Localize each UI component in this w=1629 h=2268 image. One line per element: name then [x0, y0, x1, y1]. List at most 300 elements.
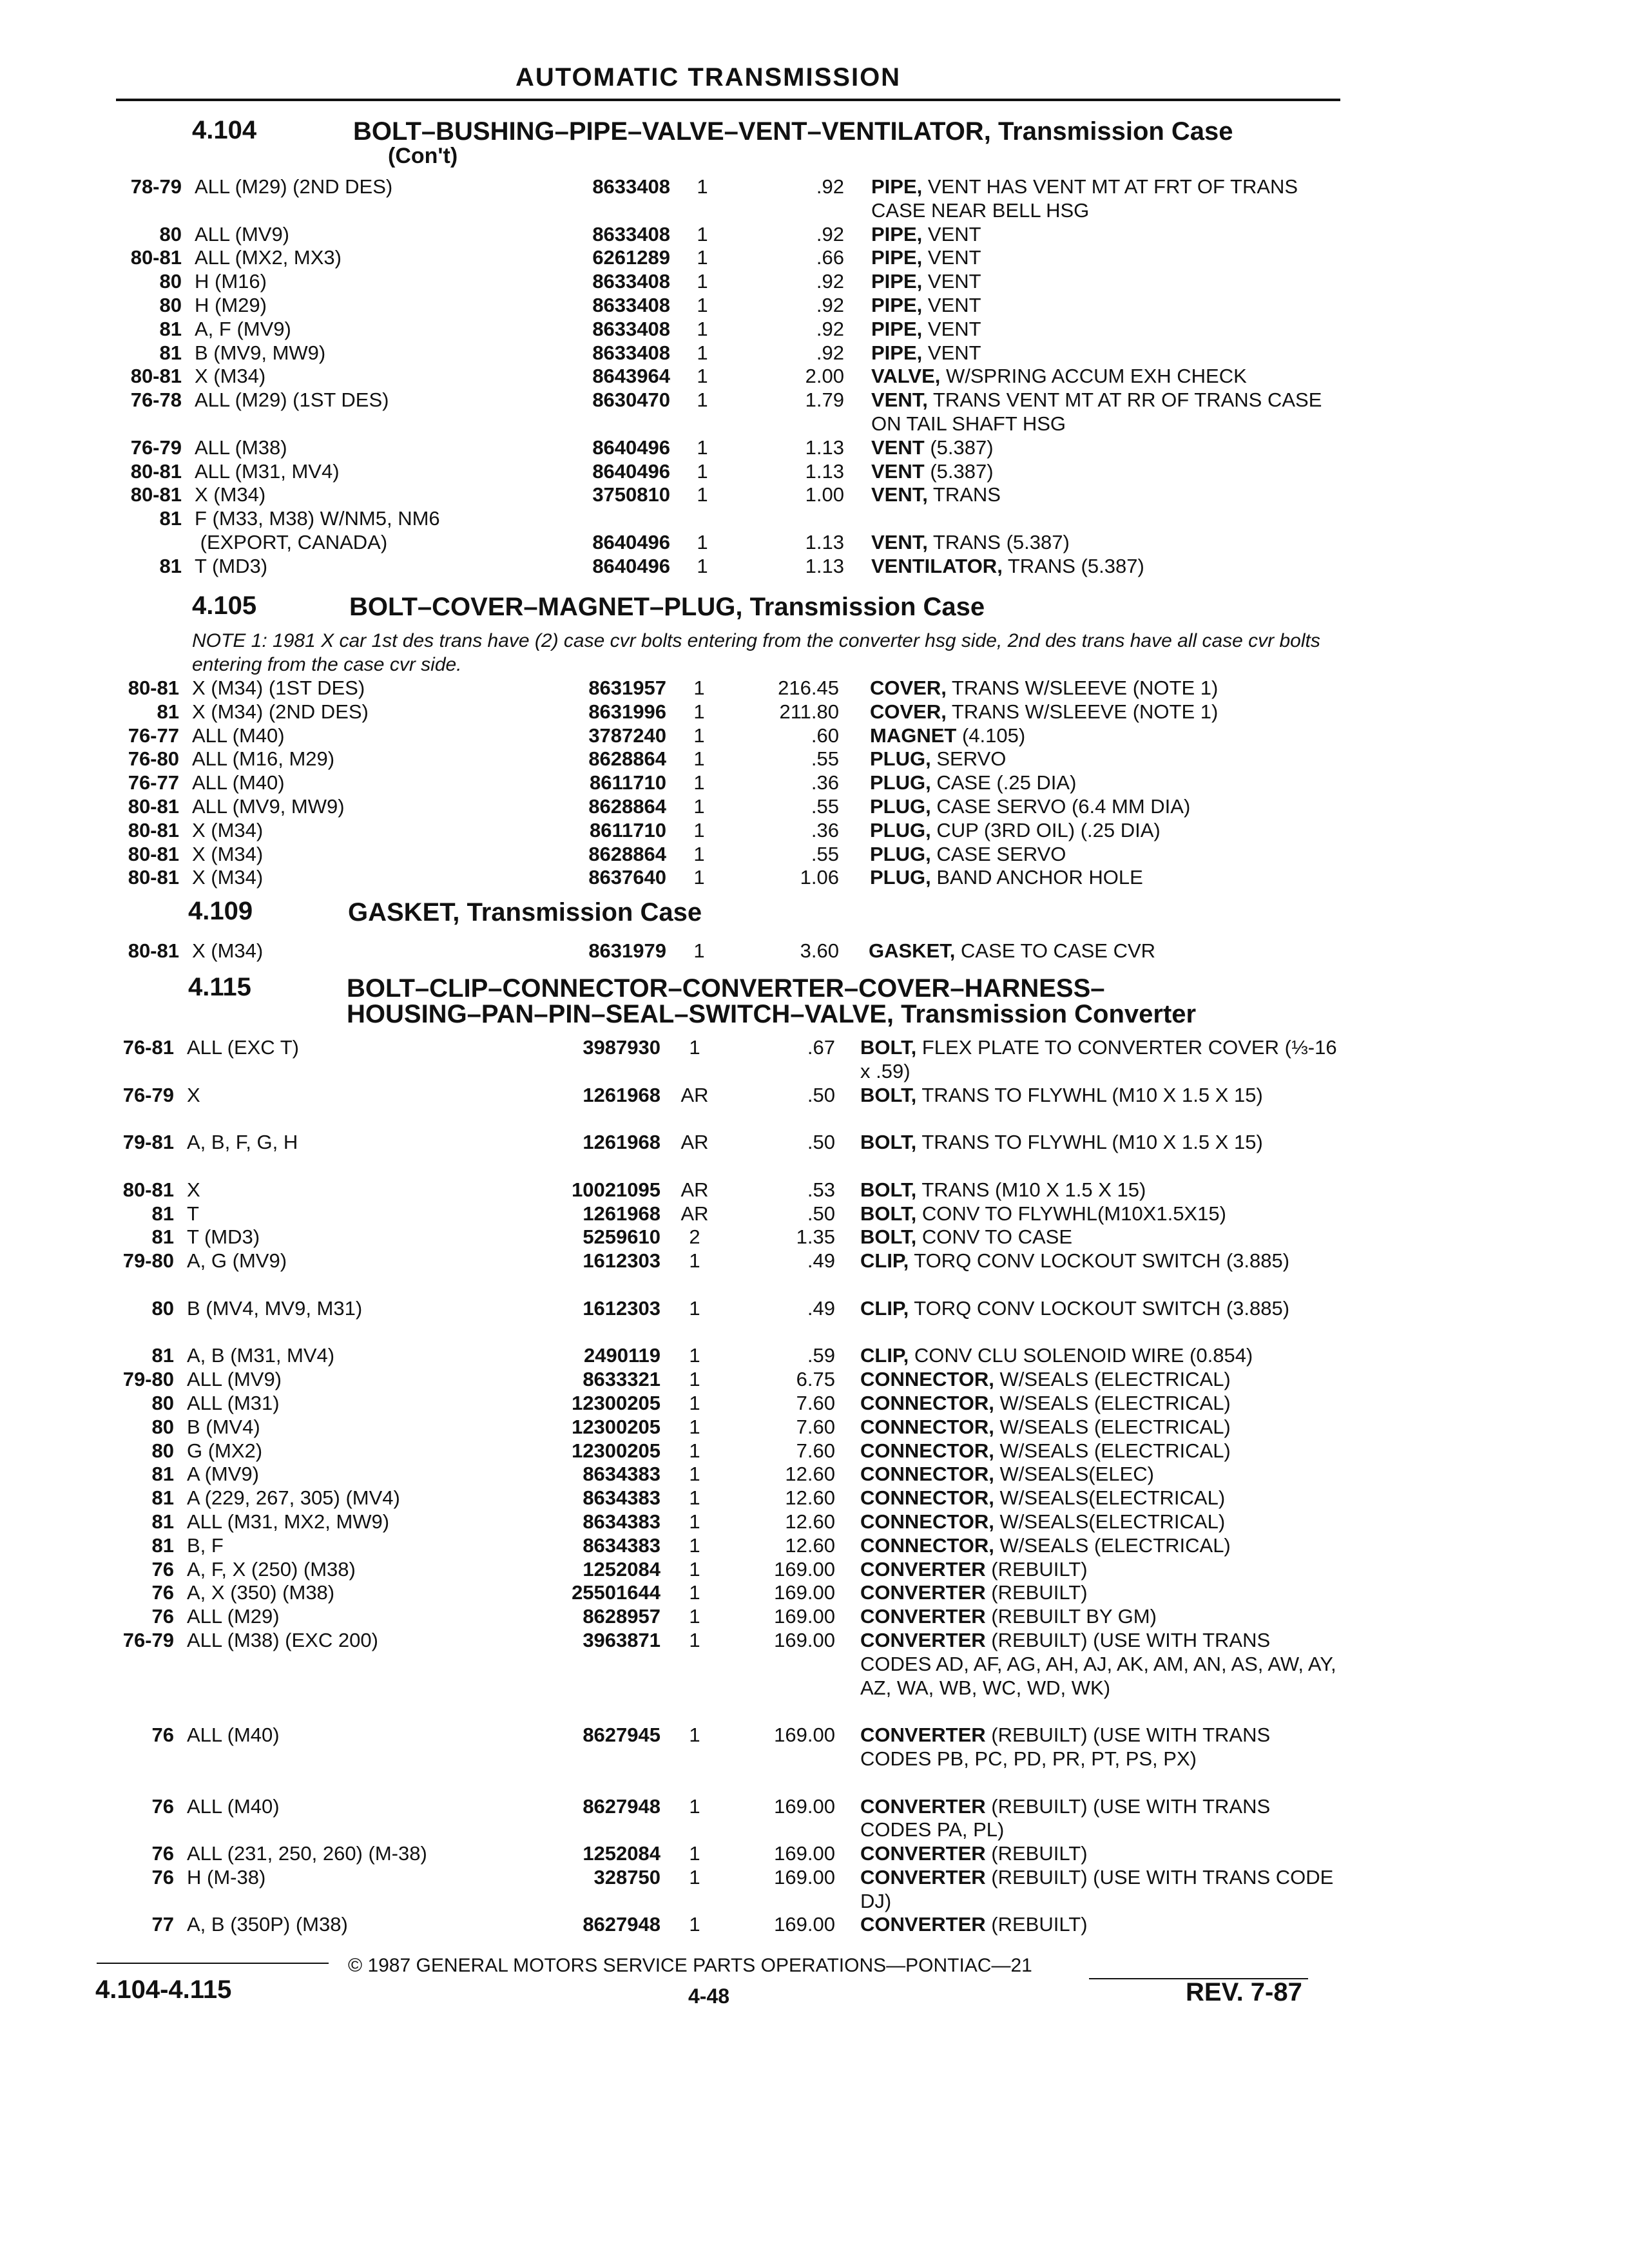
part-detail: W/SEALS(ELEC) [999, 1463, 1154, 1486]
price: 3.60 [800, 939, 839, 962]
part-detail: VENT [927, 293, 981, 316]
section-title: BOLT–CLIP–CONNECTOR–CONVERTER–COVER–HARNESS– [347, 974, 1105, 1003]
model-application: X (M34) [195, 365, 266, 388]
quantity: 1 [693, 842, 705, 865]
part-name: PIPE, [871, 270, 923, 293]
model-application: ALL (M31) [187, 1391, 280, 1414]
table-row [0, 460, 1629, 484]
part-number: 8631979 [588, 939, 666, 962]
part-number: 8633321 [583, 1368, 660, 1391]
model-application: A, B, F, G, H [187, 1131, 298, 1154]
quantity: 1 [689, 1415, 700, 1438]
quantity: 1 [689, 1557, 700, 1581]
part-number: 8630470 [592, 389, 670, 412]
part-description [871, 483, 1342, 507]
part-number: 1261968 [583, 1083, 660, 1106]
table-row [0, 1510, 1629, 1534]
model-application: A (MV9) [187, 1463, 259, 1486]
model-application: ALL (M31, MX2, MW9) [187, 1510, 390, 1533]
table-row [0, 436, 1629, 460]
part-name: CLIP, [860, 1296, 909, 1320]
year-range: 80-81 [130, 459, 182, 483]
table-row [0, 1463, 1629, 1486]
price: .92 [816, 341, 844, 364]
part-detail: (REBUILT) [991, 1913, 1088, 1936]
price: 211.80 [779, 700, 839, 723]
part-detail: TRANS TO FLYWHL (M10 X 1.5 X 15) [921, 1131, 1263, 1154]
part-detail: (REBUILT) [991, 1842, 1088, 1865]
year-range: 79-80 [122, 1368, 174, 1391]
price: 12.60 [785, 1533, 835, 1557]
part-description [860, 1842, 1340, 1866]
model-application: A (229, 267, 305) (MV4) [187, 1486, 400, 1510]
quantity: 1 [689, 1296, 700, 1320]
quantity: 1 [689, 1510, 700, 1533]
price: 1.13 [805, 554, 844, 577]
section-title-parts: BOLT–COVER–MAGNET–PLUG, [349, 593, 743, 621]
model-application: A, B (350P) (M38) [187, 1913, 348, 1936]
part-name: CONVERTER [860, 1628, 986, 1651]
part-name: PLUG, [870, 866, 931, 889]
part-number: 8637640 [588, 866, 666, 889]
part-number: 8628864 [588, 794, 666, 818]
model-application: A, X (350) (M38) [187, 1581, 335, 1604]
price: 169.00 [774, 1794, 835, 1818]
year-range: 76-77 [128, 724, 179, 747]
table-row [0, 1913, 1629, 1937]
price: 216.45 [778, 677, 839, 699]
part-number: 8633408 [592, 293, 670, 316]
model-application: G (MX2) [187, 1439, 263, 1462]
part-description [860, 1534, 1340, 1558]
price: 1.13 [805, 530, 844, 553]
model-application: ALL (M29) [187, 1605, 280, 1628]
part-number: 8633408 [592, 317, 670, 340]
price: .49 [807, 1249, 835, 1273]
part-name: COVER, [870, 677, 947, 699]
part-name: CONVERTER [860, 1794, 986, 1818]
price: 1.06 [800, 866, 839, 889]
quantity: 1 [697, 389, 708, 412]
part-description [860, 1036, 1340, 1084]
model-application: X (M34) [192, 866, 264, 889]
model-application: T (MD3) [195, 554, 268, 577]
part-number: 3787240 [588, 724, 666, 747]
quantity: 1 [697, 459, 708, 483]
part-name: CONVERTER [860, 1724, 986, 1747]
part-description [860, 1605, 1340, 1629]
part-description [869, 939, 1340, 963]
part-detail: W/SEALS (ELECTRICAL) [999, 1415, 1231, 1438]
model-application: ALL (MX2, MX3) [195, 246, 342, 269]
quantity: 1 [689, 1581, 700, 1604]
footer-page-number: 4-48 [688, 1984, 730, 2008]
table-row [0, 555, 1629, 579]
quantity: 1 [689, 1463, 700, 1486]
part-number: 8633408 [592, 222, 670, 245]
model-application: ALL (MV9) [187, 1368, 282, 1391]
part-name: CONVERTER [860, 1913, 986, 1936]
table-row [0, 294, 1629, 318]
part-number: 1252084 [583, 1842, 660, 1865]
part-number: 8627948 [583, 1913, 660, 1936]
price: .67 [807, 1036, 835, 1059]
part-number: 8633408 [592, 341, 670, 364]
year-range: 81 [159, 507, 182, 530]
year-range: 81 [157, 700, 179, 723]
part-description [871, 246, 1342, 270]
model-application: A, F, X (250) (M38) [187, 1557, 356, 1581]
part-description [860, 1225, 1340, 1249]
model-application: ALL (MV9, MW9) [192, 794, 345, 818]
part-detail: TRANS (5.387) [1007, 554, 1144, 577]
part-description [860, 1344, 1340, 1368]
quantity: AR [680, 1178, 709, 1201]
part-name: VENT [871, 459, 925, 483]
table-row [0, 389, 1629, 436]
model-application: X (M34) [192, 939, 264, 962]
part-name: CONNECTOR, [860, 1463, 994, 1486]
part-name: CONVERTER [860, 1581, 986, 1604]
model-application: ALL (M29) (1ST DES) [195, 389, 389, 412]
table-row [0, 700, 1629, 724]
part-detail: (5.387) [930, 436, 994, 459]
price: 169.00 [774, 1628, 835, 1651]
section-title-cont: (Con't) [388, 144, 458, 168]
year-range: 76 [151, 1557, 174, 1581]
part-number: 8640496 [592, 554, 670, 577]
table-row [0, 771, 1629, 795]
part-detail: CONV TO FLYWHL(M10X1.5X15) [921, 1202, 1226, 1225]
section-title-parts: BOLT–BUSHING–PIPE–VALVE–VENT–VENTILATOR, [353, 117, 991, 146]
parts-list [0, 1036, 1629, 1937]
part-number: 5259610 [583, 1225, 660, 1249]
part-detail: VENT [927, 270, 981, 293]
part-detail: TRANS W/SLEEVE (NOTE 1) [951, 700, 1219, 723]
year-range: 80-81 [130, 246, 182, 269]
table-row [0, 866, 1629, 890]
year-range: 76-79 [122, 1628, 174, 1651]
price: 12.60 [785, 1463, 835, 1486]
part-name: PIPE, [871, 222, 923, 245]
model-application: A, F (MV9) [195, 317, 291, 340]
part-number: 8628957 [583, 1605, 660, 1628]
quantity: 1 [689, 1391, 700, 1414]
price: .36 [811, 771, 839, 794]
part-detail: (4.105) [961, 724, 1026, 747]
model-application: B (MV9, MW9) [195, 341, 326, 364]
table-row [0, 1297, 1629, 1345]
part-description [871, 341, 1342, 365]
model-application: ALL (231, 250, 260) (M-38) [187, 1842, 427, 1865]
price: 1.79 [805, 389, 844, 412]
part-description [871, 270, 1342, 294]
part-detail: (REBUILT) (USE WITH TRANS CODES PA, PL) [860, 1794, 1271, 1841]
table-row [0, 1344, 1629, 1368]
table-row [0, 1416, 1629, 1439]
year-range: 80 [151, 1415, 174, 1438]
model-application: ALL (M38) [195, 436, 287, 459]
part-detail: VENT [927, 317, 981, 340]
part-number: 8640496 [592, 530, 670, 553]
quantity: 1 [689, 1605, 700, 1628]
quantity: 1 [697, 483, 708, 506]
part-name: BOLT, [860, 1036, 917, 1059]
model-application: ALL (M40) [187, 1794, 280, 1818]
year-range: 81 [151, 1202, 174, 1225]
table-row [0, 1558, 1629, 1582]
part-detail: (REBUILT) (USE WITH TRANS CODES PB, PC, PD, PR, PT, PS, PX) [860, 1724, 1271, 1770]
model-application: T [187, 1202, 199, 1225]
part-name: BOLT, [860, 1202, 917, 1225]
price: 169.00 [774, 1581, 835, 1604]
quantity: 1 [693, 866, 705, 889]
part-description [860, 1392, 1340, 1416]
part-name: CONVERTER [860, 1865, 986, 1888]
part-name: CONNECTOR, [860, 1510, 994, 1533]
year-range: 79-80 [122, 1249, 174, 1273]
section-title [348, 899, 702, 925]
part-description [860, 1724, 1340, 1771]
year-range: 81 [159, 317, 182, 340]
table-row [0, 1534, 1629, 1558]
parts-list [0, 939, 1629, 963]
table-row [0, 1036, 1629, 1084]
year-range: 76-79 [122, 1083, 174, 1106]
model-application: X (M34) [192, 818, 264, 841]
quantity: 1 [697, 270, 708, 293]
header-rule [116, 99, 1340, 101]
part-name: GASKET, [869, 939, 956, 962]
section-number: 4.115 [188, 973, 251, 1001]
model-application: ALL (M31, MV4) [195, 459, 340, 483]
part-detail: CONV CLU SOLENOID WIRE (0.854) [914, 1344, 1253, 1367]
part-detail: VENT [927, 246, 981, 269]
table-row [0, 1084, 1629, 1131]
year-range: 80-81 [130, 483, 182, 506]
part-detail: W/SEALS(ELECTRICAL) [999, 1486, 1226, 1510]
part-description [870, 724, 1342, 748]
part-detail: W/SPRING ACCUM EXH CHECK [946, 365, 1247, 388]
quantity: 1 [689, 1439, 700, 1462]
section-title-parts: HOUSING–PAN–PIN–SEAL–SWITCH–VALVE, [347, 1000, 894, 1028]
price: .36 [811, 818, 839, 841]
part-description [860, 1439, 1340, 1463]
price: 1.13 [805, 459, 844, 483]
part-name: PLUG, [870, 771, 931, 794]
part-detail: CASE SERVO [936, 842, 1066, 865]
part-number: 25501644 [572, 1581, 660, 1604]
table-row [0, 819, 1629, 843]
part-number: 328750 [593, 1865, 660, 1888]
quantity: 1 [697, 293, 708, 316]
part-description [860, 1463, 1340, 1486]
part-name: CLIP, [860, 1344, 909, 1367]
quantity: 1 [697, 246, 708, 269]
table-row [0, 939, 1629, 963]
footer-revision: REV. 7-87 [1186, 1978, 1302, 2006]
part-number: 8628864 [588, 842, 666, 865]
price: 169.00 [774, 1724, 835, 1747]
section-subtitle: Transmission Case [749, 593, 985, 621]
part-detail: VENT [927, 341, 981, 364]
quantity: 1 [689, 1794, 700, 1818]
table-row [0, 795, 1629, 819]
part-detail: CASE SERVO (6.4 MM DIA) [936, 794, 1191, 818]
quantity: 1 [689, 1628, 700, 1651]
part-description [870, 843, 1342, 867]
year-range: 81 [151, 1344, 174, 1367]
model-application: ALL (M40) [192, 724, 285, 747]
table-row [0, 175, 1629, 223]
part-description [871, 175, 1342, 223]
model-application: T (MD3) [187, 1225, 260, 1249]
model-application: X (M34) (1ST DES) [192, 677, 365, 699]
part-description [871, 318, 1342, 341]
part-number: 6261289 [592, 246, 670, 269]
year-range: 81 [151, 1463, 174, 1486]
year-range: 80-81 [128, 842, 179, 865]
price: .55 [811, 794, 839, 818]
part-detail: TRANS (5.387) [932, 530, 1070, 553]
year-range: 76 [151, 1842, 174, 1865]
part-number: 1612303 [583, 1296, 660, 1320]
part-description [860, 1368, 1340, 1392]
part-number: 2490119 [584, 1344, 660, 1367]
table-row [0, 1202, 1629, 1226]
part-description [870, 700, 1342, 724]
part-name: BOLT, [860, 1131, 917, 1154]
part-number: 8633408 [592, 175, 670, 198]
part-name: VENT, [871, 389, 928, 412]
part-number: 3963871 [583, 1628, 660, 1651]
price: 169.00 [774, 1913, 835, 1936]
year-range: 76 [151, 1605, 174, 1628]
part-number: 3750810 [592, 483, 670, 506]
price: 1.35 [796, 1225, 835, 1249]
section-number: 4.104 [192, 116, 257, 144]
year-range: 76-80 [128, 747, 179, 771]
part-name: CONNECTOR, [860, 1486, 994, 1510]
model-application: ALL (M40) [192, 771, 285, 794]
table-row [0, 1392, 1629, 1416]
table-row [0, 1629, 1629, 1724]
quantity: 1 [693, 771, 705, 794]
table-row [0, 1368, 1629, 1392]
section-title-line2 [347, 1001, 1196, 1027]
price: .50 [807, 1131, 835, 1154]
part-description [871, 460, 1342, 484]
model-application: X [187, 1083, 200, 1106]
part-description [870, 819, 1342, 843]
quantity: 1 [697, 365, 708, 388]
part-description [860, 1416, 1340, 1439]
model-application: H (M29) [195, 293, 267, 316]
part-number: 8627945 [583, 1724, 660, 1747]
part-detail: TRANS TO FLYWHL (M10 X 1.5 X 15) [921, 1083, 1263, 1106]
year-range: 76 [151, 1865, 174, 1888]
price: 169.00 [774, 1842, 835, 1865]
part-description [871, 531, 1342, 555]
part-detail: TRANS W/SLEEVE (NOTE 1) [951, 677, 1219, 699]
part-description [860, 1249, 1340, 1273]
part-description [860, 1297, 1340, 1321]
section-note: NOTE 1: 1981 X car 1st des trans have (2) case cvr bolts entering from the converter hsg side, 2nd des trans have all case cvr bolts entering from the case cvr side. [192, 630, 1320, 675]
year-range: 80-81 [128, 939, 179, 962]
part-description [860, 1486, 1340, 1510]
part-description [870, 795, 1342, 819]
part-detail: (REBUILT BY GM) [991, 1605, 1157, 1628]
model-application: ALL (M29) (2ND DES) [195, 175, 393, 198]
section-title [349, 594, 985, 620]
quantity: 1 [693, 700, 705, 723]
part-description [860, 1178, 1340, 1202]
section-subtitle: Transmission Converter [901, 1000, 1197, 1028]
quantity: 1 [697, 554, 708, 577]
table-row [0, 246, 1629, 270]
quantity: 1 [689, 1368, 700, 1391]
part-detail: CASE (.25 DIA) [936, 771, 1077, 794]
quantity: 1 [689, 1842, 700, 1865]
year-range: 78-79 [130, 175, 182, 198]
quantity: 1 [693, 818, 705, 841]
part-description [860, 1581, 1340, 1605]
quantity: AR [680, 1083, 709, 1106]
price: .92 [816, 317, 844, 340]
model-application: ALL (M38) (EXC 200) [187, 1628, 378, 1651]
part-name: CLIP, [860, 1249, 909, 1273]
quantity: AR [680, 1202, 709, 1225]
model-application: X [187, 1178, 200, 1201]
part-name: CONNECTOR, [860, 1533, 994, 1557]
year-range: 81 [151, 1225, 174, 1249]
price: 169.00 [774, 1865, 835, 1888]
quantity: 1 [689, 1486, 700, 1510]
part-detail: VENT [927, 222, 981, 245]
table-row [0, 1486, 1629, 1510]
year-range: 80 [159, 222, 182, 245]
quantity: AR [680, 1131, 709, 1154]
part-description [860, 1202, 1340, 1226]
table-row [0, 1249, 1629, 1297]
part-detail: (REBUILT) [991, 1557, 1088, 1581]
year-range: 81 [159, 554, 182, 577]
part-description [871, 555, 1342, 579]
model-application: ALL (M40) [187, 1724, 280, 1747]
footer-rule-left [97, 1963, 329, 1964]
quantity: 1 [693, 677, 705, 699]
part-number: 8634383 [583, 1486, 660, 1510]
year-range: 80 [151, 1391, 174, 1414]
year-range: 80 [151, 1439, 174, 1462]
table-row [0, 1605, 1629, 1629]
part-number: 1261968 [583, 1131, 660, 1154]
year-range: 76-81 [122, 1036, 174, 1059]
price: .60 [811, 724, 839, 747]
model-application: B (MV4, MV9, M31) [187, 1296, 363, 1320]
quantity: 1 [693, 724, 705, 747]
part-name: CONNECTOR, [860, 1391, 994, 1414]
year-range: 76 [151, 1724, 174, 1747]
part-name: VALVE, [871, 365, 941, 388]
table-row [0, 1866, 1629, 1914]
table-row [0, 747, 1629, 771]
table-row [0, 1795, 1629, 1843]
model-application: A, B (M31, MV4) [187, 1344, 335, 1367]
part-number: 10021095 [572, 1178, 660, 1201]
year-range: 76 [151, 1794, 174, 1818]
year-range: 77 [151, 1913, 174, 1936]
